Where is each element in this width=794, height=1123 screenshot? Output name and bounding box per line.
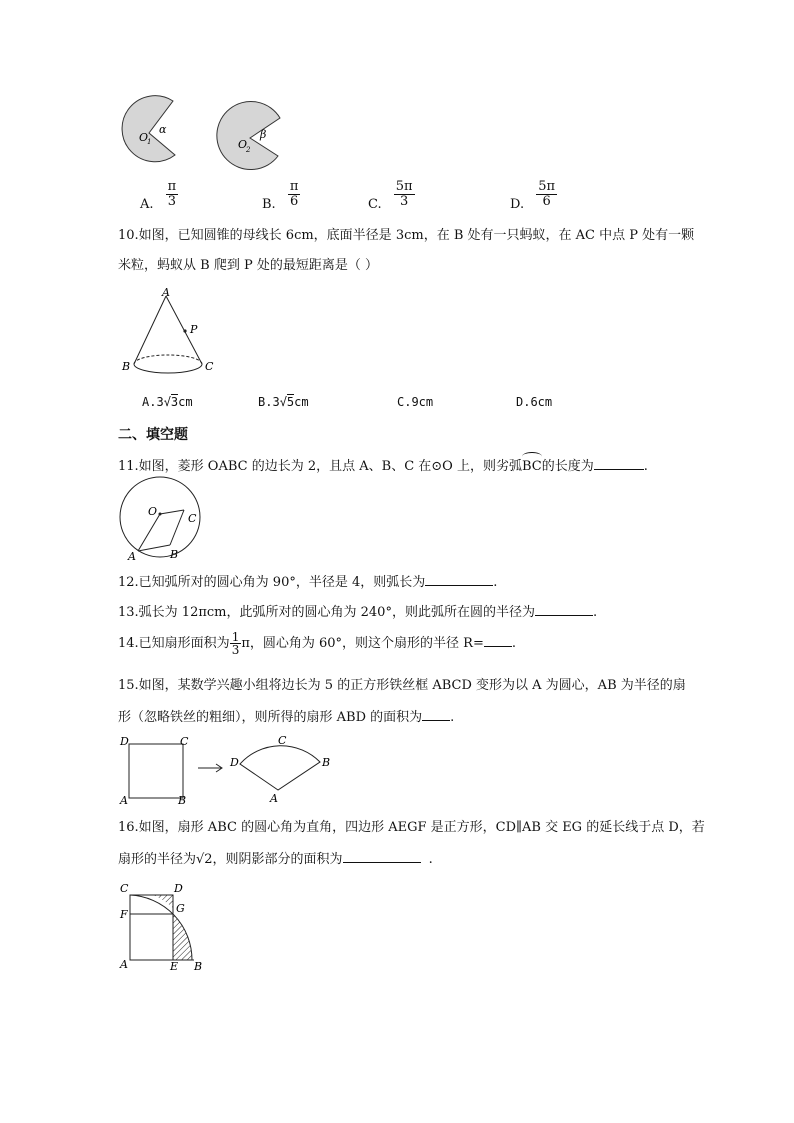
q15-label-c2: C [278,734,287,747]
q15-line-2: 形（忽略铁丝的粗细），则所得的扇形 ABD 的面积为 . [118,706,454,728]
q10-option-d: D.6cm [516,395,553,409]
q9-figure-sector-1 [115,95,185,175]
q9-label-o2-sub: 2 [246,146,251,154]
q15-label-c1: C [180,735,189,748]
q16-label-c: C [120,882,129,895]
q15-answer-blank [422,706,450,721]
q13-answer-blank [535,601,593,616]
q9-option-c: C. $\frac{5\pi}{3}$ [368,179,413,212]
q10-option-c: C.9cm [397,395,434,409]
q11-label-o: O [148,505,158,518]
q11-arc-bc: BC [522,457,542,477]
q15-label-b2: B [322,756,331,769]
q9-label-beta: β [260,128,267,141]
q16-answer-blank [343,848,421,863]
q16-label-b: B [194,960,203,973]
q16-sector-square-figure [116,878,216,974]
q16-label-e: E [170,960,179,973]
q11-rhombus-figure [116,474,206,564]
q9-option-a: A. $\frac{\pi}{3}$ [140,179,177,212]
q10-option-a: A.3√3cm [142,395,193,409]
q11-label-b: B [170,548,179,561]
q10-label-p: P [190,323,198,336]
q15-label-b1: B [178,794,187,807]
q14-fraction: $\frac{1}{3}$ [231,630,240,657]
q11-text: 11.如图，菱形 OABC 的边长为 2，且点 A、B、C 在⊙O 上，则劣弧BC的长度为 . [118,455,648,477]
q12-answer-blank [425,571,493,586]
q15-square-to-sector-figure [116,732,336,808]
q10-label-b: B [122,360,131,373]
q16-label-d: D [174,882,183,895]
q9-option-d: D. $\frac{5\pi}{6}$ [510,179,556,212]
q10-cone-figure [116,286,226,381]
q10-option-b: B.3√5cm [258,395,309,409]
q16-label-a: A [120,958,128,971]
q11-answer-blank [594,455,644,470]
q11-label-c: C [188,512,197,525]
q16-line-1: 16.如图，扇形 ABC 的圆心角为直角，四边形 AEGF 是正方形，CD∥AB 交 EG 的延长线于点 D，若 [118,820,705,835]
q10-line-2: 米粒，蚂蚁从 B 爬到 P 处的最短距离是（ ） [118,258,378,273]
q9-label-alpha: α [159,123,167,136]
q10-label-a: A [162,286,170,299]
q9-label-o1-sub: 1 [147,138,152,146]
q14-answer-blank [484,632,512,647]
q14-text: 14.已知扇形面积为 $\frac{1}{3}$ π，圆心角为 60°，则这个扇形的半径 R= . [118,630,517,657]
q15-label-d1: D [120,735,129,748]
q12-text: 12.已知弧所对的圆心角为 90°，半径是 4，则弧长为 . [118,571,497,593]
section-title-fill-in: 二、填空题 [118,427,188,443]
q16-label-g: G [176,902,185,915]
q13-text: 13.弧长为 12πcm，此弧所对的圆心角为 240°，则此弧所在圆的半径为 . [118,601,597,623]
q9-label-o1: O [139,131,149,144]
q16-line-2: 扇形的半径为√2，则阴影部分的面积为 . [118,848,433,870]
q9-label-o2: O [238,138,248,151]
q10-line-1: 10.如图，已知圆锥的母线长 6cm，底面半径是 3cm，在 B 处有一只蚂蚁，在 AC 中点 P 处有一颗 [118,228,695,243]
q9-figure-sector-2 [212,100,292,180]
q15-label-d2: D [230,756,239,769]
q15-label-a1: A [120,794,128,807]
q11-label-a: A [128,550,136,563]
q16-label-f: F [120,908,128,921]
q9-option-b: B. $\frac{\pi}{6}$ [262,179,299,212]
q15-label-a2: A [270,792,278,805]
q15-line-1: 15.如图，某数学兴趣小组将边长为 5 的正方形铁丝框 ABCD 变形为以 A 为圆心，AB 为半径的扇 [118,678,686,693]
q10-label-c: C [205,360,214,373]
